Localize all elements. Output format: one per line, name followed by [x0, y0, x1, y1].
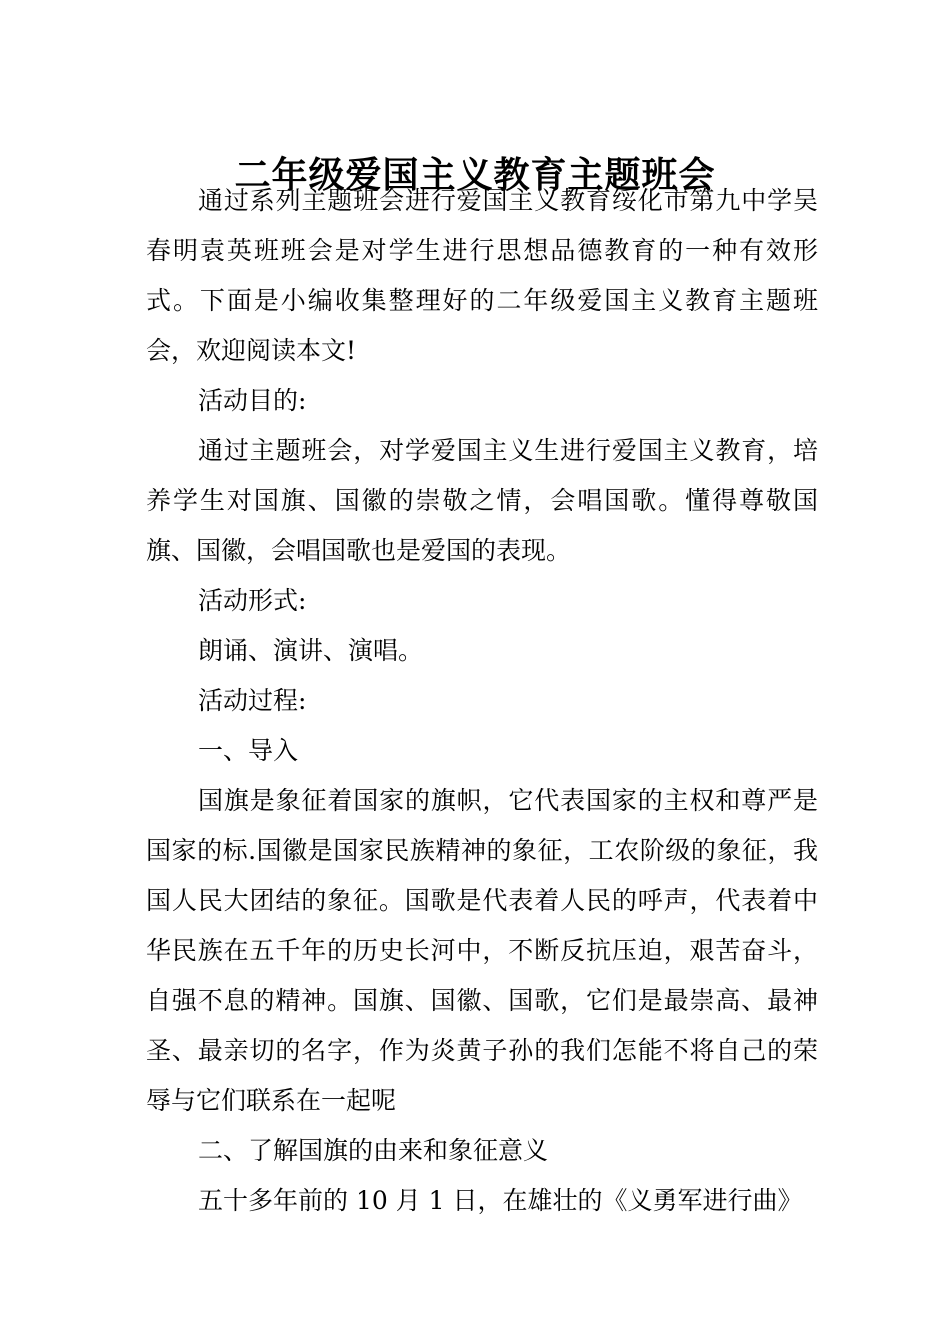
document-body [146, 176, 818, 1226]
heading-activity-process: 活动过程: [198, 686, 307, 715]
paragraph-activity-form: 朗诵、演讲、演唱。 [198, 636, 424, 665]
paragraph-activity-purpose: 通过主题班会，对学爱国主义生进行爱国主义教育，培养学生对国旗、国徽的崇敬之情，会唱国歌。懂得尊敬国旗、国徽，会唱国歌也是爱国的表现。 [146, 436, 818, 565]
heading-section-1: 一、导入 [198, 736, 299, 765]
heading-activity-form: 活动形式: [198, 586, 307, 615]
paragraph-intro: 通过系列主题班会进行爱国主义教育绥化市第九中学吴春明袁英班班会是对学生进行思想品德教育的一种有效形式。下面是小编收集整理好的二年级爱国主义教育主题班会，欢迎阅读本文! [146, 186, 818, 365]
heading-activity-purpose: 活动目的: [198, 386, 307, 415]
paragraph-section-2: 五十多年前的 10 月 1 日，在雄壮的《义勇军进行曲》 [198, 1186, 803, 1215]
document-title: 二年级爱国主义教育主题班会 [234, 154, 716, 197]
paragraph-section-1: 国旗是象征着国家的旗帜，它代表国家的主权和尊严是国家的标.国徽是国家民族精神的象征，工农阶级的象征，我国人民大团结的象征。国歌是代表着人民的呼声，代表着中华民族在五千年的历史长河中，不断反抗压迫，艰苦奋斗，自强不息的精神。国旗、国徽、国歌，它们是最崇高、最神圣、最亲切的名字，作为炎黄子孙的我们怎能不将自己的荣辱与它们联系在一起呢 [146, 786, 818, 1115]
heading-section-2: 二、了解国旗的由来和象征意义 [198, 1136, 549, 1165]
